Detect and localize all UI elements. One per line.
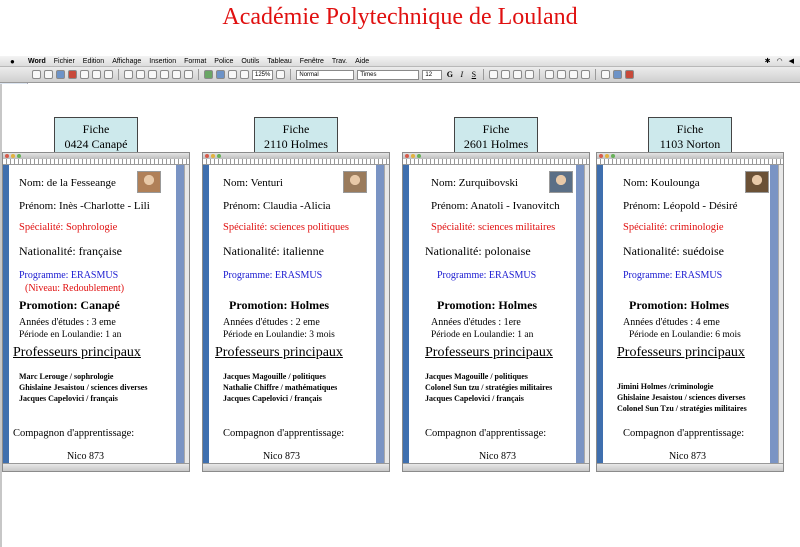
bold-button[interactable]: G — [446, 70, 453, 79]
professeur-item: Colonel Sun tzu / stratégies militaires — [425, 383, 553, 392]
minimize-icon[interactable] — [211, 154, 215, 158]
programme-field: Programme: ERASMUS — [437, 270, 537, 281]
right-margin — [176, 165, 184, 463]
menu-format[interactable]: Format — [184, 57, 207, 65]
status-bar — [403, 463, 589, 471]
nationalite-field: Nationalité: française — [19, 244, 122, 258]
nationalite-field: Nationalité: polonaise — [425, 244, 531, 258]
nationalite-field: Nationalité: suédoise — [623, 244, 724, 258]
document-page[interactable] — [409, 165, 576, 463]
vertical-scrollbar[interactable] — [184, 165, 189, 463]
status-bar — [3, 463, 189, 471]
format-painter-button[interactable] — [160, 70, 169, 79]
minimize-icon[interactable] — [605, 154, 609, 158]
fiche-number: 0424 Canapé — [64, 137, 128, 151]
promotion-field: Promotion: Holmes — [229, 298, 330, 312]
close-icon[interactable] — [5, 154, 9, 158]
professeur-item: Jacques Magouille / politiques — [425, 372, 528, 381]
right-margin — [376, 165, 384, 463]
menu-fenetre[interactable]: Fenêtre — [299, 57, 324, 65]
promotion-field: Promotion: Holmes — [437, 298, 538, 312]
professeur-item: Jacques Capelovici / français — [223, 394, 322, 403]
drawing-button[interactable] — [228, 70, 237, 79]
toolbar-separator — [483, 69, 484, 80]
compagnon-name: Nico 873 — [669, 451, 706, 462]
annees-field: Années d'études : 4 eme — [623, 317, 720, 328]
bluetooth-icon[interactable]: ✱ — [764, 58, 771, 65]
font-size-select[interactable]: 12 — [422, 70, 442, 80]
professeurs-heading: Professeurs principaux — [13, 345, 141, 360]
toolbar-separator — [198, 69, 199, 80]
word-document-window[interactable] — [202, 152, 390, 472]
specialite-field: Spécialité: sciences militaires — [431, 222, 556, 233]
compagnon-name: Nico 873 — [67, 451, 104, 462]
font-select[interactable]: Times — [357, 70, 419, 80]
menu-outils[interactable]: Outils — [241, 57, 260, 65]
fiche-title: Fiche — [282, 122, 310, 136]
annees-field: Années d'études : 3 eme — [19, 317, 116, 328]
table-button[interactable] — [204, 70, 213, 79]
save-button[interactable] — [56, 70, 65, 79]
word-document-window[interactable] — [596, 152, 784, 472]
periode-field: Période en Loulandie: 1 an — [431, 330, 534, 340]
nationalite-field: Nationalité: italienne — [223, 244, 324, 258]
compagnon-label: Compagnon d'apprentissage: — [425, 428, 547, 439]
fiche-label — [648, 117, 732, 155]
formatting-toolbar — [0, 67, 800, 83]
menu-aide[interactable]: Aide — [355, 57, 370, 65]
annees-field: Années d'études : 1ere — [431, 317, 521, 328]
prenom-field: Prénom: Léopold - Désiré — [623, 200, 738, 212]
close-icon[interactable] — [405, 154, 409, 158]
periode-field: Période en Loulandie: 6 mois — [629, 330, 741, 340]
zoom-select[interactable]: 125% — [252, 70, 273, 80]
paragraph-marks-button[interactable] — [240, 70, 249, 79]
professeurs-heading: Professeurs principaux — [617, 345, 745, 360]
programme-field: Programme: ERASMUS — [623, 270, 723, 281]
fiche-number: 2601 Holmes — [463, 137, 529, 151]
open-button[interactable] — [44, 70, 53, 79]
prenom-field: Prénom: Anatoli - Ivanovitch — [431, 200, 560, 212]
professeurs-list — [19, 371, 147, 404]
nom-field: Nom: de la Fesseange — [19, 177, 116, 189]
specialite-field: Spécialité: criminologie — [623, 222, 724, 233]
numbering-button[interactable] — [545, 70, 554, 79]
professeur-item: Jacques Capelovici / français — [425, 394, 524, 403]
menu-fichier[interactable]: Fichier — [53, 57, 75, 65]
bullets-button[interactable] — [557, 70, 566, 79]
decrease-indent-button[interactable] — [569, 70, 578, 79]
fiche-label — [454, 117, 538, 155]
style-select[interactable]: Normal — [296, 70, 354, 80]
specialite-field: Spécialité: sciences politiques — [223, 222, 349, 233]
toolbar-separator — [290, 69, 291, 80]
columns-button[interactable] — [216, 70, 225, 79]
annees-field: Années d'études : 2 eme — [223, 317, 320, 328]
professeur-item: Colonel Sun Tzu / stratégies militaires — [617, 404, 747, 413]
font-color-button[interactable] — [625, 70, 634, 79]
nom-field: Nom: Venturi — [223, 177, 283, 189]
niveau-field: (Niveau: Redoublement) — [25, 283, 125, 294]
menu-edition[interactable]: Edition — [82, 57, 105, 65]
cut-button[interactable] — [124, 70, 133, 79]
align-left-button[interactable] — [489, 70, 498, 79]
professeurs-list — [617, 381, 747, 414]
promotion-field: Promotion: Holmes — [629, 298, 730, 312]
undo-button[interactable] — [172, 70, 181, 79]
fiche-title: Fiche — [82, 122, 110, 136]
compagnon-label: Compagnon d'apprentissage: — [223, 428, 345, 439]
menu-affichage[interactable]: Affichage — [112, 57, 142, 65]
compagnon-name: Nico 873 — [479, 451, 516, 462]
spell-button[interactable] — [104, 70, 113, 79]
compagnon-label: Compagnon d'apprentissage: — [13, 428, 135, 439]
professeurs-heading: Professeurs principaux — [425, 345, 553, 360]
status-icons — [765, 57, 794, 65]
word-document-window[interactable] — [402, 152, 590, 472]
professeurs-list — [425, 371, 552, 404]
print-button[interactable] — [80, 70, 89, 79]
mac-menu-bar — [0, 56, 800, 67]
compagnon-label: Compagnon d'apprentissage: — [623, 428, 745, 439]
zoom-icon[interactable] — [217, 154, 221, 158]
volume-icon[interactable]: ◀ — [788, 58, 794, 65]
fiche-label — [254, 117, 338, 155]
copy-button[interactable] — [136, 70, 145, 79]
page-title: Académie Polytechnique de Louland — [222, 4, 578, 30]
nom-field: Nom: Koulounga — [623, 177, 700, 189]
periode-field: Période en Loulandie: 3 mois — [223, 330, 335, 340]
periode-field: Période en Loulandie: 1 an — [19, 330, 122, 340]
professeurs-list — [223, 371, 337, 404]
right-margin — [770, 165, 778, 463]
close-icon[interactable] — [205, 154, 209, 158]
zoom-icon[interactable] — [611, 154, 615, 158]
menu-word[interactable]: Word — [28, 57, 46, 65]
compagnon-name: Nico 873 — [263, 451, 300, 462]
professeur-item: Jimini Holmes /criminologie — [617, 382, 714, 391]
professeur-item: Jacques Magouille / politiques — [223, 372, 326, 381]
paste-button[interactable] — [148, 70, 157, 79]
student-photo — [343, 171, 367, 193]
preview-button[interactable] — [92, 70, 101, 79]
menu-trav[interactable]: Trav. — [331, 57, 348, 65]
programme-field: Programme: ERASMUS — [223, 270, 323, 281]
professeurs-heading: Professeurs principaux — [215, 345, 343, 360]
italic-button[interactable]: I — [460, 70, 464, 79]
align-center-button[interactable] — [501, 70, 510, 79]
justify-button[interactable] — [525, 70, 534, 79]
status-bar — [597, 463, 783, 471]
fiche-number: 1103 Norton — [659, 137, 721, 151]
highlight-button[interactable] — [613, 70, 622, 79]
wifi-icon[interactable]: ◠ — [776, 58, 783, 65]
professeur-item: Ghislaine Jesaistou / sciences diverses — [19, 383, 148, 392]
document-page[interactable] — [603, 165, 770, 463]
mail-button[interactable] — [68, 70, 77, 79]
prenom-field: Prénom: Claudia -Alicia — [223, 200, 331, 212]
professeur-item: Nathalie Chiffre / mathématiques — [223, 383, 338, 392]
specialite-field: Spécialité: Sophrologie — [19, 222, 118, 233]
close-icon[interactable] — [599, 154, 603, 158]
align-right-button[interactable] — [513, 70, 522, 79]
programme-field: Programme: ERASMUS — [19, 270, 119, 281]
fiche-title: Fiche — [482, 122, 510, 136]
minimize-icon[interactable] — [411, 154, 415, 158]
minimize-icon[interactable] — [11, 154, 15, 158]
right-margin — [576, 165, 584, 463]
document-page[interactable] — [9, 165, 176, 463]
toolbar-separator — [118, 69, 119, 80]
student-photo — [137, 171, 161, 193]
new-doc-button[interactable] — [32, 70, 41, 79]
increase-indent-button[interactable] — [581, 70, 590, 79]
zoom-icon[interactable] — [417, 154, 421, 158]
prenom-field: Prénom: Inès -Charlotte - Lili — [19, 200, 150, 212]
nom-field: Nom: Zurquibovski — [431, 177, 519, 189]
menu-insertion[interactable]: Insertion — [149, 57, 177, 65]
border-button[interactable] — [601, 70, 610, 79]
fiche-title: Fiche — [676, 122, 704, 136]
menu-tableau[interactable]: Tableau — [267, 57, 292, 65]
document-page[interactable] — [209, 165, 376, 463]
redo-button[interactable] — [184, 70, 193, 79]
promotion-field: Promotion: Canapé — [19, 298, 120, 312]
word-document-window[interactable] — [2, 152, 190, 472]
status-bar — [203, 463, 389, 471]
toolbar-separator — [539, 69, 540, 80]
toolbar-separator — [595, 69, 596, 80]
vertical-scrollbar[interactable] — [584, 165, 589, 463]
fiche-number: 2110 Holmes — [264, 137, 328, 151]
student-photo — [549, 171, 573, 193]
student-photo — [745, 171, 769, 193]
underline-button[interactable]: S — [471, 70, 477, 79]
professeur-item: Marc Lerouge / sophrologie — [19, 372, 114, 381]
zoom-icon[interactable] — [17, 154, 21, 158]
vertical-scrollbar[interactable] — [384, 165, 389, 463]
vertical-scrollbar[interactable] — [778, 165, 783, 463]
professeur-item: Ghislaine Jesaistou / sciences diverses — [617, 393, 746, 402]
menu-police[interactable]: Police — [214, 57, 234, 65]
professeur-item: Jacques Capelovici / français — [19, 394, 118, 403]
apple-icon[interactable]: ● — [10, 56, 15, 66]
fiche-label — [54, 117, 138, 155]
help-button[interactable] — [276, 70, 285, 79]
